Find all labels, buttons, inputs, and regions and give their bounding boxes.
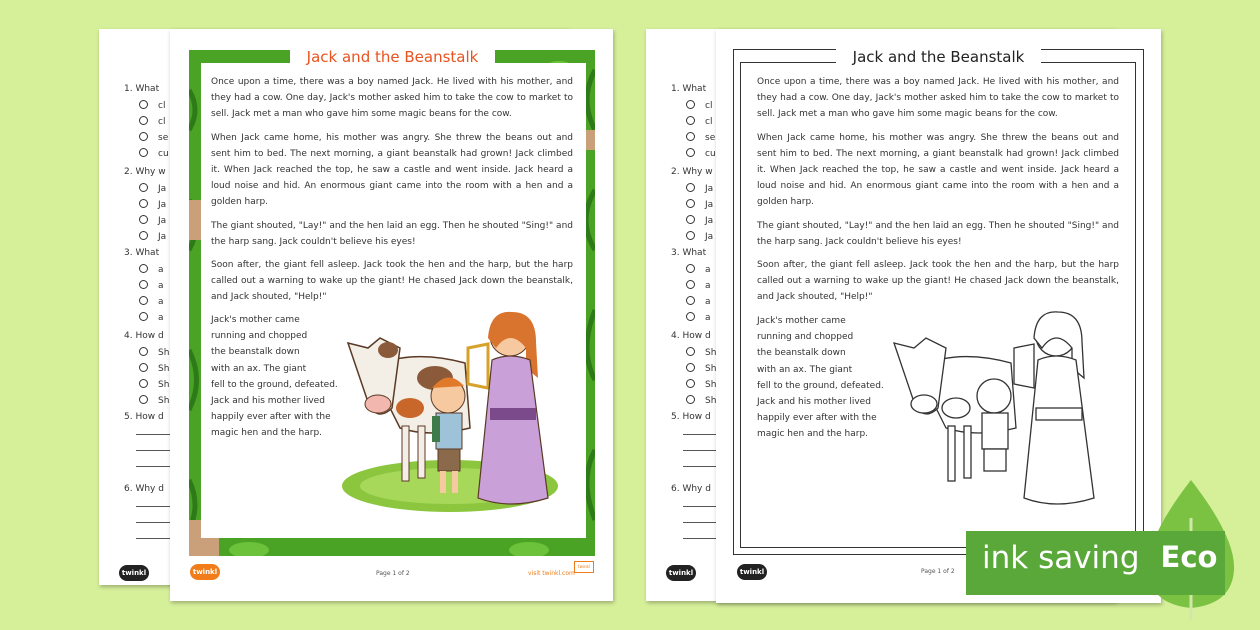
answer-option[interactable]: cu xyxy=(139,148,169,159)
radio-circle-icon[interactable] xyxy=(139,379,148,388)
answer-option[interactable]: Ja xyxy=(686,231,713,242)
radio-circle-icon[interactable] xyxy=(139,132,148,141)
story-text-inksaving xyxy=(757,74,1119,313)
radio-circle-icon[interactable] xyxy=(139,100,148,109)
answer-option[interactable]: cl xyxy=(139,116,165,127)
answer-option[interactable]: Sh xyxy=(139,395,169,406)
question-1: 1. What xyxy=(124,84,160,94)
question-2: 2. Why w xyxy=(124,167,166,177)
radio-circle-icon[interactable] xyxy=(139,148,148,157)
radio-circle-icon[interactable] xyxy=(139,363,148,372)
answer-option[interactable]: a xyxy=(139,264,164,275)
page-number-inksaving: Page 1 of 2 xyxy=(921,568,955,575)
radio-circle-icon[interactable] xyxy=(686,231,695,240)
story-title-color: Jack and the Beanstalk xyxy=(290,48,495,68)
twinkl-logo-color: twinkl xyxy=(190,564,220,580)
answer-option[interactable]: a xyxy=(139,280,164,291)
answer-option[interactable]: Sh xyxy=(139,379,169,390)
question-1: 1. What xyxy=(671,84,707,94)
story-paragraph: Once upon a time, there was a boy named Jack. He lived with his mother, and they had a cow. One day, Jack's mother asked him to take the cow to market to sell. Jack met a man who gave him some magic beans for the cow. xyxy=(757,77,1119,120)
twinkl-logo-back: twinkl xyxy=(119,565,149,581)
answer-option[interactable]: a xyxy=(686,312,711,323)
story-ending-line: Jack and his mother lived xyxy=(211,396,325,407)
twinkl-logo-inksaving: twinkl xyxy=(737,564,767,580)
story-ending-line: fell to the ground, defeated. xyxy=(757,380,884,391)
story-ending-line: fell to the ground, defeated. xyxy=(211,379,338,390)
question-3: 3. What xyxy=(124,248,160,258)
answer-option[interactable]: Ja xyxy=(686,215,713,226)
story-ending-line: magic hen and the harp. xyxy=(211,428,323,439)
radio-circle-icon[interactable] xyxy=(139,347,148,356)
radio-circle-icon[interactable] xyxy=(686,347,695,356)
question-3: 3. What xyxy=(671,248,707,258)
story-ending-line: running and chopped xyxy=(211,331,308,342)
story-paragraph: The giant shouted, "Lay!" and the hen laid an egg. Then he shouted "Sing!" and the harp sang. Jack couldn't believe his eyes! xyxy=(211,220,573,247)
answer-option[interactable]: Ja xyxy=(139,199,166,210)
answer-option[interactable]: Ja xyxy=(139,215,166,226)
radio-circle-icon[interactable] xyxy=(139,395,148,404)
radio-circle-icon[interactable] xyxy=(139,183,148,192)
radio-circle-icon[interactable] xyxy=(686,132,695,141)
story-paragraph: When Jack came home, his mother was angry. She threw the beans out and sent him to bed. The next morning, a giant beanstalk had grown! Jack climbed it. When Jack reached the top, he saw a castle and went inside. Jack heard a loud noise and hid. An enormous giant came into the room with a hen and a golden harp. xyxy=(757,132,1119,208)
answer-option[interactable]: cl xyxy=(686,116,712,127)
question-6: 6. Why d xyxy=(671,484,711,494)
story-ending-line: happily ever after with the xyxy=(757,413,877,424)
question-4: 4. How d xyxy=(124,331,164,341)
story-ending-color xyxy=(211,312,338,442)
radio-circle-icon[interactable] xyxy=(686,363,695,372)
story-ending-line: Jack's mother came xyxy=(211,315,300,325)
radio-circle-icon[interactable] xyxy=(139,296,148,305)
answer-option[interactable]: a xyxy=(686,280,711,291)
question-5: 5. How d xyxy=(671,412,711,422)
answer-option[interactable]: se xyxy=(139,132,168,143)
radio-circle-icon[interactable] xyxy=(686,312,695,321)
story-ending-line: magic hen and the harp. xyxy=(757,429,869,440)
story-paragraph: Soon after, the giant fell asleep. Jack took the hen and the harp, but the harp called out a warning to wake up the giant! He chased Jack down the beanstalk, and Jack shouted, "Help!" xyxy=(211,260,573,303)
story-ending-line: the beanstalk down xyxy=(211,347,300,358)
radio-circle-icon[interactable] xyxy=(686,100,695,109)
answer-option[interactable]: a xyxy=(686,264,711,275)
answer-option[interactable]: Ja xyxy=(686,199,713,210)
radio-circle-icon[interactable] xyxy=(139,312,148,321)
story-paragraph: Once upon a time, there was a boy named Jack. He lived with his mother, and they had a cow. One day, Jack's mother asked him to take the cow to market to sell. Jack met a man who gave him some magic beans for the cow. xyxy=(211,77,573,120)
radio-circle-icon[interactable] xyxy=(139,231,148,240)
visit-twinkl-color: visit twinkl.com xyxy=(528,570,575,577)
answer-option[interactable]: cl xyxy=(139,100,165,111)
question-5: 5. How d xyxy=(124,412,164,422)
answer-option[interactable]: Ja xyxy=(139,183,166,194)
question-6: 6. Why d xyxy=(124,484,164,494)
radio-circle-icon[interactable] xyxy=(686,280,695,289)
story-paragraph: The giant shouted, "Lay!" and the hen laid an egg. Then he shouted "Sing!" and the harp sang. Jack couldn't believe his eyes! xyxy=(757,220,1119,247)
answer-option[interactable]: Sh xyxy=(686,395,716,406)
story-ending-line: the beanstalk down xyxy=(757,348,846,359)
answer-option[interactable]: a xyxy=(139,296,164,307)
answer-option[interactable]: cl xyxy=(686,100,712,111)
story-ending-inksaving xyxy=(757,313,884,443)
answer-option[interactable]: Ja xyxy=(686,183,713,194)
story-ending-line: Jack's mother came xyxy=(757,316,846,326)
radio-circle-icon[interactable] xyxy=(139,264,148,273)
story-ending-line: with an ax. The giant xyxy=(757,364,853,375)
story-text-color xyxy=(211,74,573,313)
ink-saving-label: ink saving xyxy=(982,540,1140,576)
answer-option[interactable]: Sh xyxy=(139,363,169,374)
story-paragraph: When Jack came home, his mother was angry. She threw the beans out and sent him to bed. The next morning, a giant beanstalk had grown! Jack climbed it. When Jack reached the top, he saw a castle and went inside. Jack heard a loud noise and hid. An enormous giant came into the room with a hen and a golden harp. xyxy=(211,132,573,208)
radio-circle-icon[interactable] xyxy=(139,116,148,125)
radio-circle-icon[interactable] xyxy=(686,379,695,388)
radio-circle-icon[interactable] xyxy=(686,264,695,273)
radio-circle-icon[interactable] xyxy=(139,215,148,224)
story-ending-line: with an ax. The giant xyxy=(211,363,307,374)
radio-circle-icon[interactable] xyxy=(686,395,695,404)
story-title-inksaving: Jack and the Beanstalk xyxy=(836,48,1041,68)
twinkl-badge-color: twinkl xyxy=(574,561,594,573)
answer-option[interactable]: se xyxy=(686,132,715,143)
answer-option[interactable]: Ja xyxy=(139,231,166,242)
story-illustration-lineart xyxy=(886,308,1108,524)
twinkl-logo-back: twinkl xyxy=(666,565,696,581)
story-paragraph: Soon after, the giant fell asleep. Jack took the hen and the harp, but the harp called out a warning to wake up the giant! He chased Jack down the beanstalk, and Jack shouted, "Help!" xyxy=(757,260,1119,303)
radio-circle-icon[interactable] xyxy=(139,280,148,289)
answer-option[interactable]: Sh xyxy=(686,363,716,374)
radio-circle-icon[interactable] xyxy=(686,148,695,157)
question-2: 2. Why w xyxy=(671,167,713,177)
answer-option[interactable]: Sh xyxy=(139,347,169,358)
story-ending-line: running and chopped xyxy=(757,332,854,343)
eco-label: Eco xyxy=(1160,540,1218,574)
answer-option[interactable]: cu xyxy=(686,148,716,159)
radio-circle-icon[interactable] xyxy=(686,296,695,305)
radio-circle-icon[interactable] xyxy=(686,183,695,192)
page-number-color: Page 1 of 2 xyxy=(376,570,410,577)
story-illustration-color xyxy=(340,308,562,524)
answer-option[interactable]: a xyxy=(139,312,164,323)
answer-option[interactable]: Sh xyxy=(686,347,716,358)
answer-option[interactable]: Sh xyxy=(686,379,716,390)
question-4: 4. How d xyxy=(671,331,711,341)
radio-circle-icon[interactable] xyxy=(686,215,695,224)
radio-circle-icon[interactable] xyxy=(686,116,695,125)
answer-option[interactable]: a xyxy=(686,296,711,307)
story-ending-line: happily ever after with the xyxy=(211,412,331,423)
radio-circle-icon[interactable] xyxy=(139,199,148,208)
story-ending-line: Jack and his mother lived xyxy=(757,397,871,408)
radio-circle-icon[interactable] xyxy=(686,199,695,208)
